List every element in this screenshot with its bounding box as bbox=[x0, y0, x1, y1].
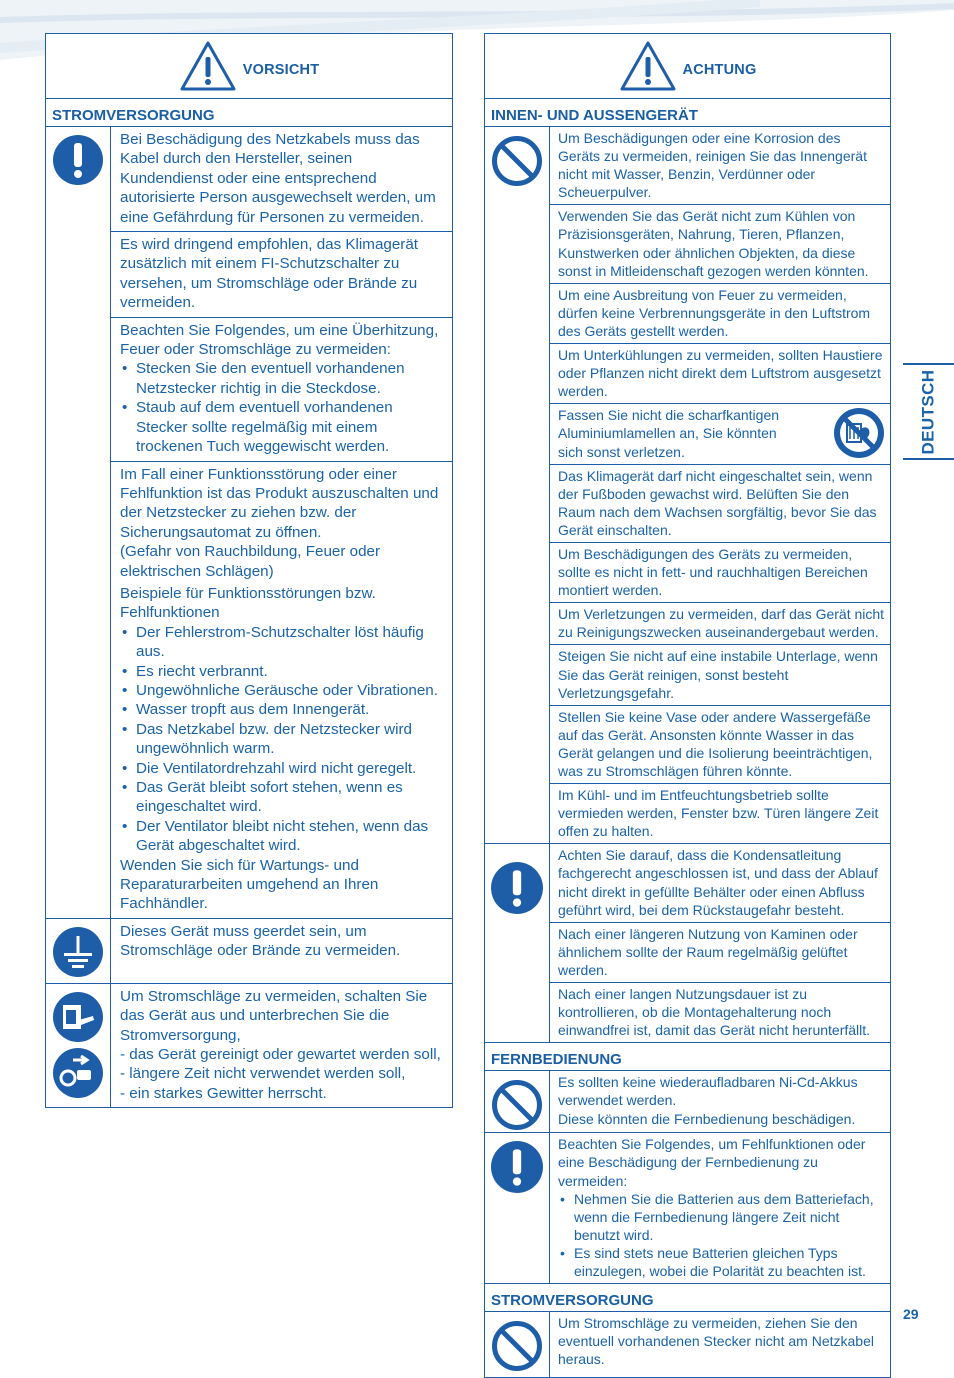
caution-column bbox=[45, 33, 453, 1108]
section-title-power: STROMVERSORGUNG bbox=[46, 99, 452, 127]
text-cell: Im Kühl- und im Entfeuchtungsbetrieb sollte vermieden werden, Fenster bzw. Türen längere Zeit offen zu halten. bbox=[558, 787, 879, 840]
text-cell: Nach einer langen Nutzungsdauer ist zu kontrollieren, ob die Montagehalterung noch einwandfrei ist, damit das Gerät nicht herunterfällt. bbox=[558, 986, 871, 1039]
text-cell: Um Stromschläge zu vermeiden, schalten Sie das Gerät aus und unterbrechen Sie die Stromversorgung, - das Gerät gereinigt oder gewartet werden soll, - längere Zeit nicht verwendet werden soll, - ein starkes Gewitter herrscht. bbox=[120, 987, 441, 1102]
text-cell: Um Stromschläge zu vermeiden, ziehen Sie den eventuell vorhandenen Stecker nicht am Netzkabel heraus. bbox=[558, 1315, 874, 1368]
caution-title: VORSICHT bbox=[242, 62, 320, 78]
list-item: • Der Fehlerstrom-Schutzschalter löst häufig aus. bbox=[120, 623, 446, 662]
list-item: • Nehmen Sie die Batterien aus dem Batteriefach, wenn die Fernbedienung längere Zeit nicht benutzt wird. bbox=[558, 1190, 885, 1244]
caution-header bbox=[46, 34, 452, 99]
text-cell: Achten Sie darauf, dass die Kondensatleitung fachgerecht angeschlossen ist, und dass der Ablauf nicht direkt in gefüllte Behälter oder einen Abfluss geführt wird, bei dem Rückstaugefahr besteht. bbox=[550, 844, 890, 922]
attention-column bbox=[484, 33, 891, 1378]
text-cell: Im Fall einer Funktionsstörung oder einer Fehlfunktion ist das Produkt auszuschalten und der Netzstecker zu ziehen bzw. der Sicherungsautomat zu öffnen. (Gefahr von Rauchbildung, Feuer oder elektrischen Schlägen) Beispiele für Funktionsstörungen bzw. Fehlfunktionen • Der Fehlerstrom-Schutzschalter löst häufig aus. • Es riecht verbrannt. • Ungewöhnliche Geräusche oder Vibrationen. • Wasser tropft aus dem Innengerät. • Das Netzkabel bzw. der Netzstecker wird ungewöhnlich warm. • Die Ventilatordrehzahl wird nicht geregelt. • Das Gerät bleibt sofort stehen, wenn es eingeschaltet wird. • Der Ventilator bleibt nicht stehen, wenn das Gerät abgeschaltet wird. Wenden Sie sich für Wartungs- und Reparaturarbeiten umgehend an Ihren Fachhändler. bbox=[111, 462, 452, 918]
power-prohibition-group bbox=[485, 1312, 890, 1377]
text-cell: Steigen Sie nicht auf eine instabile Unterlage, wenn Sie das Gerät reinigen, sonst besteht Verletzungsgefahr. bbox=[550, 645, 890, 705]
list-item: • Das Gerät bleibt sofort stehen, wenn es eingeschaltet wird. bbox=[120, 778, 446, 817]
remote-prohibition-group bbox=[485, 1071, 890, 1133]
section-title-power: STROMVERSORGUNG bbox=[485, 1284, 890, 1312]
section-title-remote: FERNBEDIENUNG bbox=[485, 1043, 890, 1071]
text-cell: Beachten Sie Folgendes, um eine Überhitzung, Feuer oder Stromschläge zu vermeiden: • Stecken Sie den eventuell vorhandenen Netzstecker richtig in die Steckdose. • Staub auf dem eventuell vorhandenen Stecker sollte regelmäßig mit einem trockenen Tuch weggewischt werden. bbox=[111, 318, 452, 462]
text-cell: Bei Beschädigung des Netzkabels muss das Kabel durch den Hersteller, seinen Kundendienst oder eine entsprechend autorisierte Person ausgewechselt werden, um eine Gefährdung für Personen zu vermeiden. bbox=[111, 127, 452, 232]
text-cell: Um Verletzungen zu vermeiden, darf das Gerät nicht zu Reinigungszwecken auseinandergebaut werden. bbox=[550, 603, 890, 645]
text-cell: Fassen Sie nicht die scharfkantigen Aluminiumlamellen an, Sie könnten sich sonst verletzen. bbox=[550, 404, 890, 464]
text-cell: Das Klimagerät darf nicht eingeschaltet sein, wenn der Fußboden gewachst wird. Belüften Sie den Raum nach dem Wachsen sorgfältig, bevor Sie das Gerät einschalten. bbox=[550, 465, 890, 543]
language-tab-label: DEUTSCH bbox=[918, 369, 938, 454]
prohibition-icon bbox=[491, 1320, 543, 1372]
unplug-icon bbox=[53, 1048, 103, 1098]
text-cell: Nach einer längeren Nutzung von Kaminen oder ähnlichem sollte der Raum regelmäßig gelüftet werden. bbox=[550, 923, 890, 983]
attention-header bbox=[485, 34, 890, 99]
text-cell: Es sollten keine wiederaufladbaren Ni-Cd-Akkus verwendet werden. Diese könnten die Fernbedienung beschädigen. bbox=[558, 1074, 858, 1127]
text-cell: Es wird dringend empfohlen, das Klimagerät zusätzlich mit einem FI-Schutzschalter zu versehen, um Stromschläge oder Brände zu vermeiden. bbox=[111, 232, 452, 318]
list-item: • Der Ventilator bleibt nicht stehen, wenn das Gerät abgeschaltet wird. bbox=[120, 817, 446, 856]
ground-icon bbox=[53, 927, 103, 977]
text-cell: Um Beschädigungen des Geräts zu vermeiden, sollte es nicht in fett- und rauchhaltigen Bereichen montiert werden. bbox=[550, 543, 890, 603]
prohibition-icon bbox=[491, 1079, 543, 1131]
text-cell: Um Unterkühlungen zu vermeiden, sollten Haustiere oder Pflanzen nicht direkt dem Luftstrom ausgesetzt werden. bbox=[550, 344, 890, 404]
warning-triangle-icon bbox=[619, 40, 677, 92]
text-cell: Stellen Sie keine Vase oder andere Wassergefäße auf das Gerät. Ansonsten könnte Wasser in das Gerät gelangen und die Isolierung beeinträchtigen, was zu Stromschlägen führen könnte. bbox=[550, 706, 890, 784]
list-item: • Ungewöhnliche Geräusche oder Vibrationen. bbox=[120, 681, 446, 700]
text-cell: Um Beschädigungen oder eine Korrosion des Geräts zu vermeiden, reinigen Sie das Innengerät nicht mit Wasser, Benzin, Verdünner oder Scheuerpulver. bbox=[550, 127, 890, 205]
list-item: • Das Netzkabel bzw. der Netzstecker wird ungewöhnlich warm. bbox=[120, 720, 446, 759]
switch-off-icon bbox=[53, 992, 103, 1042]
section-title-indoor-outdoor: INNEN- UND AUSSENGERÄT bbox=[485, 99, 890, 127]
prohibition-group bbox=[485, 127, 890, 844]
mandatory-exclamation-icon bbox=[491, 862, 543, 914]
power-off-group bbox=[46, 984, 452, 1107]
text-cell: Beachten Sie Folgendes, um Fehlfunktionen oder eine Beschädigung der Fernbedienung zu vermeiden: • Nehmen Sie die Batterien aus dem Batteriefach, wenn die Fernbedienung längere Zeit nicht benutzt wird. • Es sind stets neue Batterien gleichen Typs einzulegen, wobei die Polarität zu beachten ist. bbox=[550, 1133, 890, 1283]
mandatory-group bbox=[485, 844, 890, 1043]
text-cell: Dieses Gerät muss geerdet sein, um Stromschläge oder Brände zu vermeiden. bbox=[120, 922, 401, 960]
attention-title: ACHTUNG bbox=[682, 62, 757, 78]
text-cell: Verwenden Sie das Gerät nicht zum Kühlen von Präzisionsgeräten, Nahrung, Tieren, Pflanzen, Kunstwerken oder ähnlichen Objekten, da diese sonst in Mitleidenschaft gezogen werden könnten. bbox=[550, 205, 890, 283]
warning-triangle-icon bbox=[179, 40, 237, 92]
mandatory-exclamation-icon bbox=[491, 1141, 543, 1193]
no-touch-fins-icon bbox=[833, 407, 885, 459]
remote-mandatory-group bbox=[485, 1133, 890, 1284]
language-tab bbox=[903, 363, 954, 460]
list-item: • Staub auf dem eventuell vorhandenen Stecker sollte regelmäßig mit einem trockenen Tuch weggewischt werden. bbox=[120, 398, 446, 456]
list-item: • Wasser tropft aus dem Innengerät. bbox=[120, 700, 446, 719]
text-cell: Um eine Ausbreitung von Feuer zu vermeiden, dürfen keine Verbrennungsgeräte in den Luftstrom des Geräts gestellt werden. bbox=[550, 284, 890, 344]
list-item: • Es sind stets neue Batterien gleichen Typs einzulegen, wobei die Polarität zu beachten ist. bbox=[558, 1244, 885, 1280]
list-item: • Stecken Sie den eventuell vorhandenen Netzstecker richtig in die Steckdose. bbox=[120, 359, 446, 398]
prohibition-icon bbox=[491, 135, 543, 187]
list-item: • Die Ventilatordrehzahl wird nicht geregelt. bbox=[120, 759, 446, 778]
mandatory-group bbox=[46, 127, 452, 919]
mandatory-exclamation-icon bbox=[53, 135, 103, 185]
page-number: 29 bbox=[903, 1306, 919, 1322]
list-item: • Es riecht verbrannt. bbox=[120, 662, 446, 681]
ground-group bbox=[46, 919, 452, 984]
